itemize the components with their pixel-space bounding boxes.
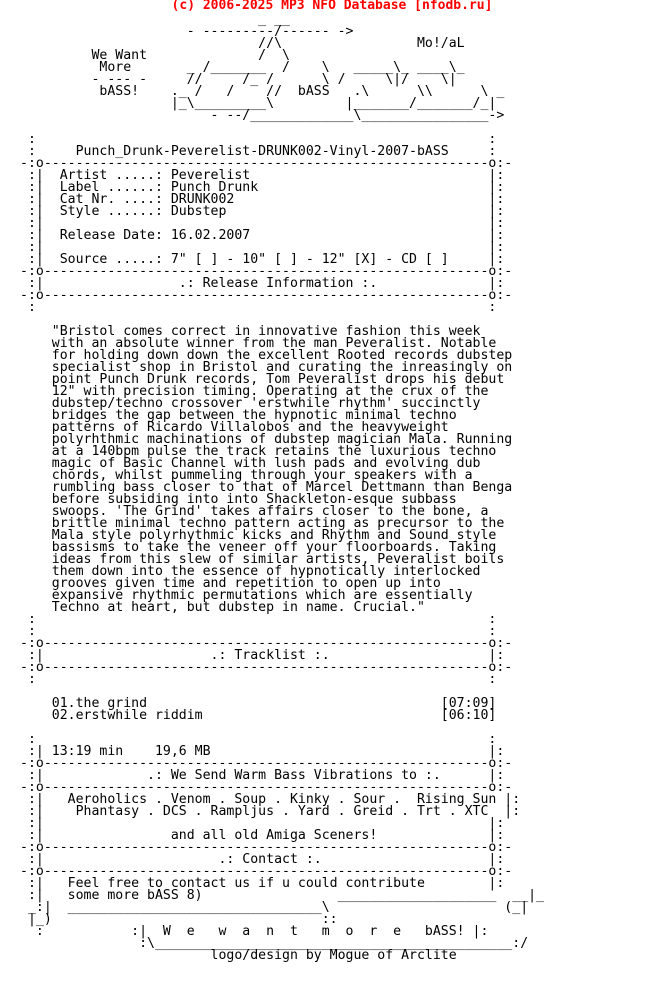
nfo-line: grooves given time and repetition to open up into	[20, 576, 441, 591]
nfo-line: ideas from this slew of similar artists, Peveralist boils	[20, 552, 505, 567]
nfo-line: :| Source .....: 7" [ ] - 10" [ ] - 12" [X] - CD [ ] |:	[20, 252, 505, 267]
nfo-line: brittle minimal techno pattern acting as precursor to the	[20, 516, 505, 531]
nfo-line: dubstep/techno crossover 'erstwhile rhythm' succinctly	[20, 396, 481, 411]
nfo-line: chords, whilst pummeling through your speakers with a	[20, 468, 473, 483]
nfo-line: _ __	[20, 12, 290, 27]
nfo-line: :| Release Date: 16.02.2007 |:	[20, 228, 505, 243]
nfo-line: polyrhthmic machinations of dubstep magician Mala. Running	[20, 432, 513, 447]
nfo-line: :\_____________________________________________:/	[20, 936, 529, 951]
nfo-line: :| some more bASS 8) ____________________ __|_	[20, 888, 545, 903]
nfo-line: -:o--------------------------------------------------------o:-	[20, 288, 513, 303]
nfo-line: :| 13:19 min 19,6 MB |:	[20, 744, 505, 759]
nfo-line: - ---------/------ ->	[20, 24, 354, 39]
nfo-line: :| Phantasy . DCS . Rampljus . Yard . Greid . Trt . XTC |:	[20, 804, 521, 819]
nfo-line: : :| W e w a n t m o r e bASS! |:	[20, 924, 489, 939]
nfo-line: patterns of Ricardo Villalobos and the heavyweight	[20, 420, 449, 435]
nfo-line: rumbling bass closer to that of Marcel Dettmann than Benga	[20, 480, 513, 495]
nfo-line: :| .: Release Information :. |:	[20, 276, 505, 291]
nfo-line: :| .: We Send Warm Bass Vibrations to :. |:	[20, 768, 505, 783]
nfo-line: :| .: Contact :. |:	[20, 852, 505, 867]
nfo-line: : :	[20, 624, 497, 639]
nfo-line: bassisms to take the veneer off your floorboards. Taking	[20, 540, 497, 555]
nfo-line: expansive rhythmic permutations which are essentially	[20, 588, 473, 603]
nfo-line: at a 140bpm pulse the track retains the luxurious techno	[20, 444, 497, 459]
nfo-line: :| Aeroholics . Venom . Soup . Kinky . Sour . Rising Sun |:	[20, 792, 521, 807]
nfo-line: :| Artist .....: Peverelist |:	[20, 168, 505, 183]
nfo-line: More _ /_______ / \ _____\_ ____\_	[20, 60, 465, 75]
nfo-line: "Bristol comes correct in innovative fashion this week	[20, 324, 481, 339]
nfo-line: bridges the gap between the hypnotic minimal techno	[20, 408, 457, 423]
nfo-line: -:o--------------------------------------------------------o:-	[20, 156, 513, 171]
nfo-line: : :	[20, 612, 497, 627]
nfo-line: : :	[20, 672, 497, 687]
nfo-line: with an absolute winner from the man Peveralist. Notable	[20, 336, 497, 351]
nfo-line: : :	[20, 132, 497, 147]
nfo-line: |_\_________\ |_______/_______/_|	[20, 96, 497, 111]
nfo-line: 01.the grind [07:09]	[20, 696, 497, 711]
nfo-line: |_) ::	[20, 912, 338, 927]
nfo-line: :| Feel free to contact us if u could contribute |:	[20, 876, 505, 891]
nfo-line: :| Cat Nr. ....: DRUNK002 |:	[20, 192, 505, 207]
nfo-line: :| |:	[20, 816, 505, 831]
nfo-line: Mala style polyrhythmic kicks and Rhythm and Sound style	[20, 528, 497, 543]
nfo-line: :| |:	[20, 216, 505, 231]
nfo-line: point Punch Drunk records, Tom Peveralist drops his debut	[20, 372, 505, 387]
nfo-line: _:| ________________________________\ (_|	[20, 900, 529, 915]
nfo-line: before subsiding into into Shackleton-esque subbass	[20, 492, 457, 507]
nfo-line: : :	[20, 300, 497, 315]
nfo-line: for holding down down the excellent Rooted records dubstep	[20, 348, 513, 363]
nfo-line: -:o--------------------------------------------------------o:-	[20, 780, 513, 795]
nfo-line: -:o--------------------------------------------------------o:-	[20, 864, 513, 879]
nfo-line: :| Style ......: Dubstep |:	[20, 204, 505, 219]
nfo-line: -:o--------------------------------------------------------o:-	[20, 840, 513, 855]
nfo-line: swoops. 'The Grind' takes affairs closer to the bone, a	[20, 504, 489, 519]
nfo-line: :| Label ......: Punch Drunk |:	[20, 180, 505, 195]
nfo-line: specialist shop in Bristol and curating the inreasingly on	[20, 360, 513, 375]
nfo-line: We Want / \	[20, 48, 290, 63]
nfo-text	[20, 14, 544, 962]
nfo-line: magic of Basic Channel with lush pads and evolving dub	[20, 456, 481, 471]
nfo-line: : :	[20, 732, 497, 747]
nfo-line: - --/_____________\________________->	[20, 108, 505, 123]
nfo-line: - --- - // /_ / \ / \|/ \|	[20, 72, 457, 87]
site-header[interactable]: (c) 2006-2025 MP3 NFO Database [nfodb.ru]	[171, 0, 493, 13]
nfo-line: :| .: Tracklist :. |:	[20, 648, 505, 663]
nfo-line: Techno at heart, but dubstep in name. Crucial."	[20, 600, 425, 615]
nfo-line: :| and all old Amiga Sceners! |:	[20, 828, 505, 843]
nfo-line: : Punch_Drunk-Peverelist-DRUNK002-Vinyl-2007-bASS :	[20, 144, 497, 159]
nfo-line: //\ Mo!/aL	[20, 36, 465, 51]
nfo-line: them down into the essence of hypnotically interlocked	[20, 564, 481, 579]
nfo-line: logo/design by Mogue of Arclite	[20, 948, 457, 963]
nfo-line: -:o--------------------------------------------------------o:-	[20, 636, 513, 651]
nfo-line: -:o--------------------------------------------------------o:-	[20, 264, 513, 279]
nfo-line: -:o--------------------------------------------------------o:-	[20, 756, 513, 771]
nfo-line: 12" with precision timing. Operating at the crux of the	[20, 384, 489, 399]
nfo-line: bASS! ._ / / // bASS .\ \\ \ _	[20, 84, 505, 99]
nfo-line: -:o--------------------------------------------------------o:-	[20, 660, 513, 675]
nfo-line: :| |:	[20, 240, 505, 255]
nfo-line: 02.erstwhile riddim [06:10]	[20, 708, 497, 723]
